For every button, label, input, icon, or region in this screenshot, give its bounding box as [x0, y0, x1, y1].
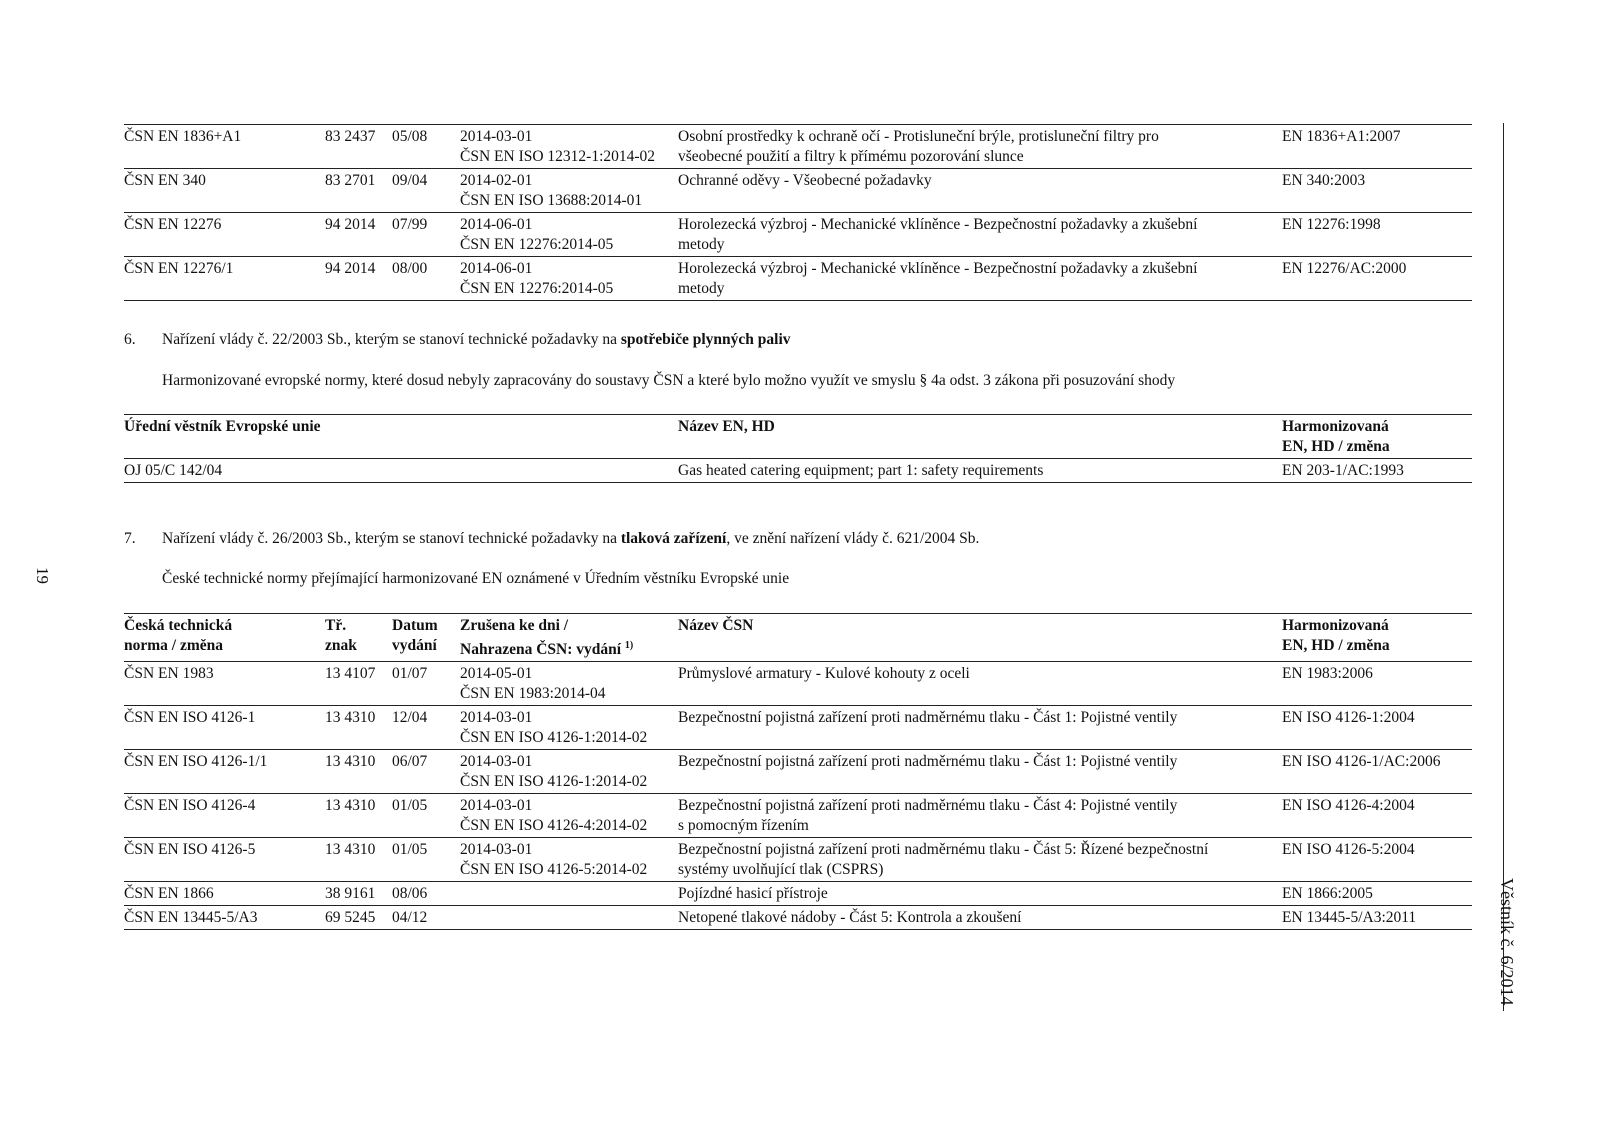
issue-date-cell: 06/07	[392, 750, 460, 794]
harmonized-cell: EN 12276:1998	[1282, 213, 1472, 257]
title-cell	[678, 882, 1282, 906]
harmonized-cell: EN ISO 4126-4:2004	[1282, 794, 1472, 838]
section-7-subtext: České technické normy přejímající harmonizované EN oznámené v Úředním věstníku Evropské unie	[162, 570, 790, 587]
withdrawn-date: 2014-06-01	[460, 260, 533, 277]
replaced-by: ČSN EN 12276:2014-05	[460, 236, 614, 253]
harmonized-cell: EN ISO 4126-1:2004	[1282, 706, 1472, 750]
withdrawn-cell	[460, 906, 678, 930]
title-line-1: Bezpečnostní pojistná zařízení proti nadměrnému tlaku - Část 1: Pojistné ventily	[678, 753, 1178, 771]
norm-code-cell: ČSN EN ISO 4126-4	[124, 794, 325, 838]
norm-code-cell: ČSN EN 12276/1	[124, 257, 325, 301]
table-row	[124, 838, 1472, 882]
col-header-harmonized	[1282, 415, 1472, 459]
withdrawn-cell	[460, 125, 678, 169]
table-row	[124, 882, 1472, 906]
class-sign-cell: 13 4310	[325, 838, 392, 882]
table-row	[124, 169, 1472, 213]
section-6-number: 6.	[124, 331, 136, 348]
class-sign-cell: 38 9161	[325, 882, 392, 906]
class-sign-cell: 13 4310	[325, 794, 392, 838]
class-sign-cell: 13 4107	[325, 662, 392, 706]
col-header-class	[325, 614, 392, 662]
title-line-1: Horolezecká výzbroj - Mechanické vklíněnce - Bezpečnostní požadavky a zkušební	[678, 216, 1198, 233]
col-header-norm	[124, 614, 325, 662]
issue-date-cell: 01/05	[392, 794, 460, 838]
col-header-harmonized-line2: EN, HD / změna	[1282, 438, 1390, 455]
title-cell	[678, 662, 1282, 706]
withdrawn-cell	[460, 257, 678, 301]
section-7-heading-bold: tlaková zařízení	[620, 530, 727, 547]
issue-date-cell: 08/06	[392, 882, 460, 906]
issue-date-cell: 04/12	[392, 906, 460, 930]
title-cell	[678, 125, 1282, 169]
harmonized-cell: EN 1836+A1:2007	[1282, 125, 1472, 169]
col-header-date-line1: Datum	[392, 617, 438, 634]
col-header-class-line2: znak	[325, 637, 357, 654]
issue-date-cell: 01/05	[392, 838, 460, 882]
withdrawn-cell	[460, 838, 678, 882]
issue-date-cell: 07/99	[392, 213, 460, 257]
col-header-harmonized	[1282, 614, 1472, 662]
title-cell	[678, 706, 1282, 750]
col-header-norm-line2: norma / změna	[124, 637, 224, 654]
withdrawn-cell	[460, 213, 678, 257]
table-row	[124, 459, 1472, 483]
section-6-heading	[162, 330, 791, 350]
col-header-harmonized-line1: Harmonizovaná	[1282, 418, 1389, 435]
title-cell	[678, 794, 1282, 838]
withdrawn-cell	[460, 169, 678, 213]
col-header-oj: Úřední věstník Evropské unie	[124, 415, 678, 459]
col-header-withdrawn	[460, 614, 678, 662]
title-cell	[678, 750, 1282, 794]
withdrawn-date: 2014-03-01	[460, 709, 533, 727]
col-header-harmonized-line2: EN, HD / změna	[1282, 637, 1390, 654]
table-row	[124, 906, 1472, 930]
replaced-by: ČSN EN ISO 4126-4:2014-02	[460, 817, 648, 835]
norm-code-cell: ČSN EN 12276	[124, 213, 325, 257]
issue-date-cell: 01/07	[392, 662, 460, 706]
table-header-row	[124, 415, 1472, 459]
table-row	[124, 794, 1472, 838]
page-number: 19	[33, 567, 52, 584]
col-header-harmonized-line1: Harmonizovaná	[1282, 617, 1389, 634]
title-line-2: s pomocným řízením	[678, 817, 809, 835]
withdrawn-cell	[460, 794, 678, 838]
withdrawn-date: 2014-06-01	[460, 216, 533, 233]
norm-code-cell: ČSN EN 1836+A1	[124, 125, 325, 169]
harmonized-cell: EN 340:2003	[1282, 169, 1472, 213]
norm-code-cell: ČSN EN ISO 4126-1	[124, 706, 325, 750]
section-6-subtext: Harmonizované evropské normy, které dosud nebyly zapracovány do soustavy ČSN a které bylo možno využít ve smyslu § 4a odst. 3 zákona při posuzování shody	[162, 372, 1176, 389]
class-sign-cell: 13 4310	[325, 706, 392, 750]
table-row	[124, 257, 1472, 301]
title-cell	[678, 257, 1282, 301]
title-cell: Gas heated catering equipment; part 1: safety requirements	[678, 459, 1282, 483]
replaced-by: ČSN EN 12276:2014-05	[460, 280, 614, 297]
col-header-class-line1: Tř.	[325, 617, 347, 634]
replaced-by: ČSN EN ISO 4126-1:2014-02	[460, 773, 648, 791]
withdrawn-date: 2014-03-01	[460, 128, 533, 145]
norm-code-cell: ČSN EN ISO 4126-5	[124, 838, 325, 882]
title-line-1: Osobní prostředky k ochraně očí - Protisluneční brýle, protisluneční filtry pro	[678, 128, 1159, 145]
replaced-by: ČSN EN ISO 4126-1:2014-02	[460, 729, 648, 747]
class-sign-cell: 83 2437	[325, 125, 392, 169]
harmonized-cell: EN ISO 4126-1/AC:2006	[1282, 750, 1472, 794]
table-row	[124, 213, 1472, 257]
col-header-name-en: Název EN, HD	[678, 415, 1282, 459]
bulletin-label: Věstník č. 6/2014	[1497, 878, 1517, 1006]
norm-code-cell: ČSN EN 340	[124, 169, 325, 213]
col-header-withdrawn-line2: Nahrazena ČSN: vydání	[460, 641, 622, 659]
oj-reference-cell: OJ 05/C 142/04	[124, 459, 678, 483]
title-cell	[678, 838, 1282, 882]
footnote-marker: 1)	[624, 640, 634, 651]
title-line-2: metody	[678, 280, 725, 297]
withdrawn-cell	[460, 750, 678, 794]
withdrawn-cell	[460, 882, 678, 906]
table-row	[124, 750, 1472, 794]
class-sign-cell: 69 5245	[325, 906, 392, 930]
title-line-1: Bezpečnostní pojistná zařízení proti nadměrnému tlaku - Část 4: Pojistné ventily	[678, 797, 1178, 815]
col-header-date-line2: vydání	[392, 637, 437, 654]
section-6-heading-text: Nařízení vlády č. 22/2003 Sb., kterým se stanoví technické požadavky na	[162, 331, 621, 348]
withdrawn-date: 2014-02-01	[460, 172, 533, 189]
section-6-heading-bold: spotřebiče plynných paliv	[620, 331, 791, 348]
col-header-norm-line1: Česká technická	[124, 617, 233, 634]
harmonized-cell: EN 13445-5/A3:2011	[1282, 906, 1472, 930]
withdrawn-cell	[460, 706, 678, 750]
replaced-by: ČSN EN ISO 13688:2014-01	[460, 192, 643, 209]
withdrawn-date: 2014-03-01	[460, 797, 533, 815]
title-line-2: metody	[678, 236, 725, 253]
class-sign-cell: 94 2014	[325, 213, 392, 257]
title-line-1: Netopené tlakové nádoby - Část 5: Kontrola a zkoušení	[678, 909, 1022, 927]
replaced-by: ČSN EN ISO 12312-1:2014-02	[460, 148, 656, 165]
class-sign-cell: 13 4310	[325, 750, 392, 794]
section-7-heading-tail: , ve znění nařízení vlády č. 621/2004 Sb.	[726, 530, 980, 547]
issue-date-cell: 05/08	[392, 125, 460, 169]
withdrawn-cell	[460, 662, 678, 706]
title-cell	[678, 169, 1282, 213]
title-line-2: systémy uvolňující tlak (CSPRS)	[678, 861, 884, 879]
norm-code-cell: ČSN EN 1866	[124, 882, 325, 906]
withdrawn-date: 2014-03-01	[460, 841, 533, 859]
title-line-1: Bezpečnostní pojistná zařízení proti nadměrnému tlaku - Část 1: Pojistné ventily	[678, 709, 1178, 727]
class-sign-cell: 94 2014	[325, 257, 392, 301]
harmonized-cell: EN ISO 4126-5:2004	[1282, 838, 1472, 882]
issue-date-cell: 09/04	[392, 169, 460, 213]
standards-table-ppe	[124, 124, 1472, 301]
table-row	[124, 662, 1472, 706]
section-7-heading	[162, 529, 979, 549]
harmonized-cell: EN 1983:2006	[1282, 662, 1472, 706]
title-line-1: Pojízdné hasicí přístroje	[678, 885, 828, 903]
col-header-date	[392, 614, 460, 662]
table-row	[124, 125, 1472, 169]
title-line-2: všeobecné použití a filtry k přímému pozorování slunce	[678, 148, 1024, 165]
norm-code-cell: ČSN EN 1983	[124, 662, 325, 706]
section-7-number: 7.	[124, 530, 136, 547]
harmonized-cell: EN 1866:2005	[1282, 882, 1472, 906]
withdrawn-date: 2014-05-01	[460, 665, 533, 683]
table-header-row	[124, 614, 1472, 662]
standards-table-pressure	[124, 613, 1472, 930]
col-header-withdrawn-line1: Zrušena ke dni /	[460, 617, 569, 634]
replaced-by: ČSN EN 1983:2014-04	[460, 685, 606, 703]
norm-code-cell: ČSN EN ISO 4126-1/1	[124, 750, 325, 794]
title-line-1: Ochranné oděvy - Všeobecné požadavky	[678, 172, 932, 189]
title-cell	[678, 906, 1282, 930]
title-cell	[678, 213, 1282, 257]
harmonized-cell: EN 203-1/AC:1993	[1282, 459, 1472, 483]
title-line-1: Průmyslové armatury - Kulové kohouty z oceli	[678, 665, 970, 683]
title-line-1: Horolezecká výzbroj - Mechanické vklíněnce - Bezpečnostní požadavky a zkušební	[678, 260, 1198, 277]
replaced-by: ČSN EN ISO 4126-5:2014-02	[460, 861, 648, 879]
section-7-heading-text: Nařízení vlády č. 26/2003 Sb., kterým se stanoví technické požadavky na	[162, 530, 621, 547]
issue-date-cell: 08/00	[392, 257, 460, 301]
issue-date-cell: 12/04	[392, 706, 460, 750]
col-header-withdrawn-line2-wrap	[460, 636, 678, 660]
title-line-1: Bezpečnostní pojistná zařízení proti nadměrnému tlaku - Část 5: Řízené bezpečnostní	[678, 841, 1209, 859]
norm-code-cell: ČSN EN 13445-5/A3	[124, 906, 325, 930]
withdrawn-date: 2014-03-01	[460, 753, 533, 771]
harmonized-cell: EN 12276/AC:2000	[1282, 257, 1472, 301]
oj-references-table	[124, 414, 1472, 483]
class-sign-cell: 83 2701	[325, 169, 392, 213]
table-row	[124, 706, 1472, 750]
col-header-name-csn: Název ČSN	[678, 614, 1282, 662]
